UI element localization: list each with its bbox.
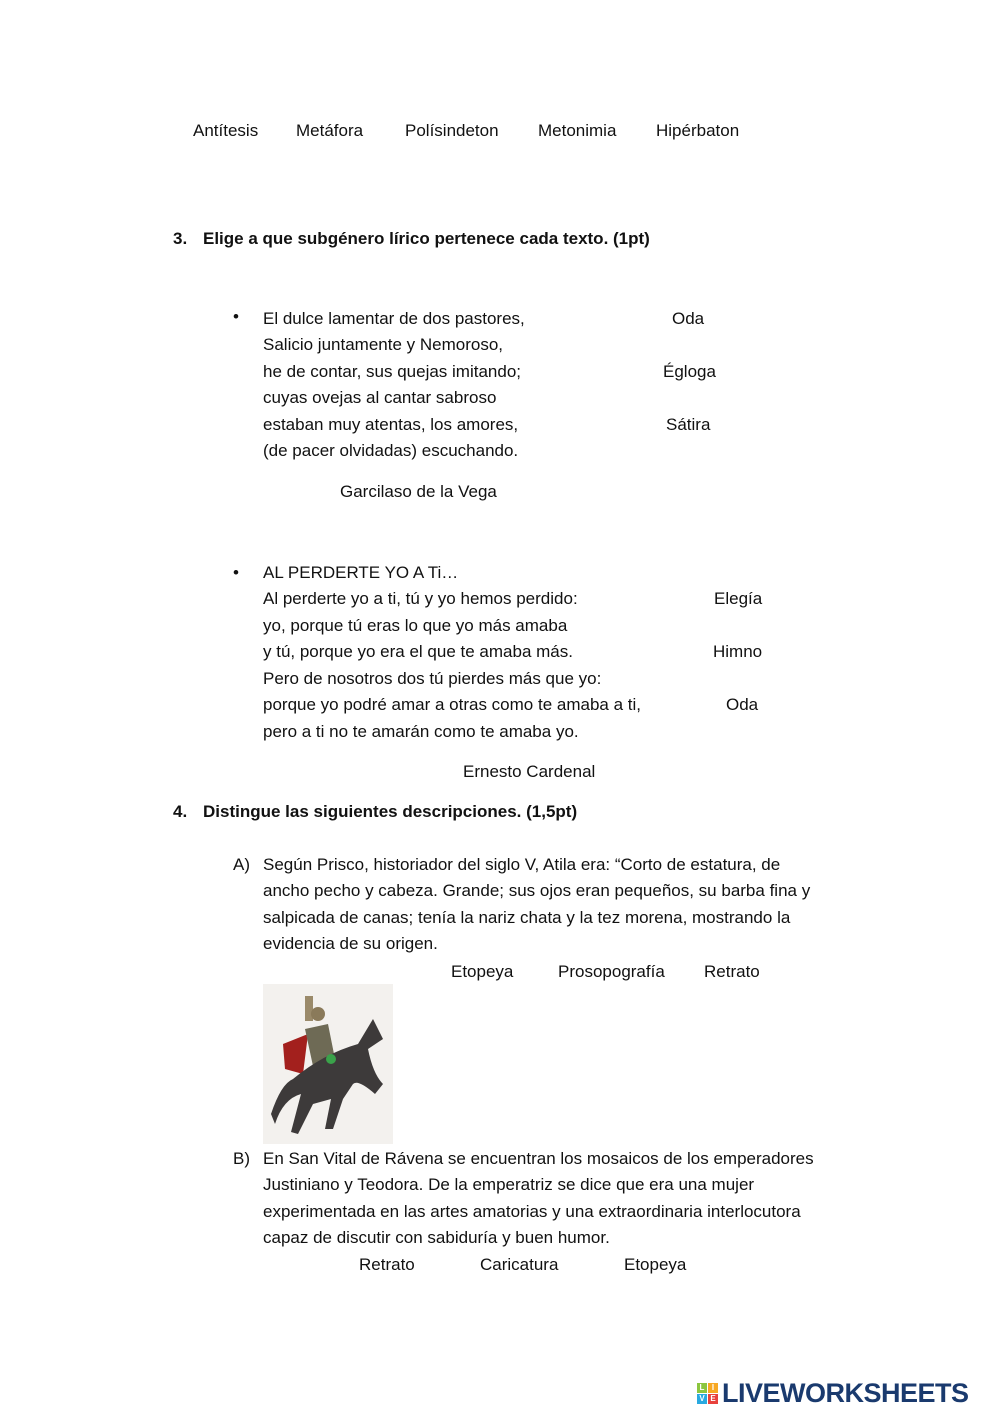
poem-line: Salicio juntamente y Nemoroso,: [263, 335, 504, 354]
poem-line: El dulce lamentar de dos pastores,: [263, 309, 525, 328]
description-line: Justiniano y Teodora. De la emperatriz se dice que era una mujer: [263, 1175, 755, 1194]
description-line: Según Prisco, historiador del siglo V, Atila era: “Corto de estatura, de: [263, 855, 781, 874]
answer-option[interactable]: Caricatura: [480, 1255, 559, 1274]
answer-option[interactable]: Himno: [713, 642, 763, 661]
bullet-icon: •: [233, 307, 239, 326]
item-label: B): [233, 1149, 250, 1168]
answer-option[interactable]: Sátira: [666, 415, 711, 434]
poem-title: AL PERDERTE YO A Ti…: [263, 563, 459, 582]
item-label: A): [233, 855, 250, 874]
description-line: capaz de discutir con sabiduría y buen humor.: [263, 1228, 610, 1247]
word-bank-item[interactable]: Metonimia: [538, 121, 617, 140]
answer-option[interactable]: Elegía: [714, 589, 763, 608]
poem-line: (de pacer olvidadas) escuchando.: [263, 441, 519, 460]
poem-author: Ernesto Cardenal: [463, 762, 596, 781]
logo-badge-icon: L I V E: [697, 1383, 718, 1404]
description-line: experimentada en las artes amatorias y una extraordinaria interlocutora: [263, 1202, 801, 1221]
poem-line: he de contar, sus quejas imitando;: [263, 362, 521, 381]
poem-author: Garcilaso de la Vega: [340, 482, 497, 501]
poem-line: porque yo podré amar a otras como te amaba a ti,: [263, 695, 641, 714]
description-line: ancho pecho y cabeza. Grande; sus ojos eran pequeños, su barba fina y: [263, 881, 811, 900]
bullet-icon: •: [233, 563, 239, 582]
answer-option[interactable]: Égloga: [663, 362, 716, 381]
description-line: salpicada de canas; tenía la nariz chata y la tez morena, mostrando la: [263, 908, 791, 927]
logo-text: LIVEWORKSHEETS: [722, 1378, 969, 1408]
answer-option[interactable]: Oda: [672, 309, 705, 328]
word-bank-item[interactable]: Antítesis: [193, 121, 259, 140]
poem-line: yo, porque tú eras lo que yo más amaba: [263, 616, 568, 635]
answer-option[interactable]: Etopeya: [451, 962, 514, 981]
attila-horse-image: [263, 984, 393, 1144]
answer-option[interactable]: Retrato: [359, 1255, 415, 1274]
answer-option[interactable]: Etopeya: [624, 1255, 687, 1274]
question-title: Distingue las siguientes descripciones. (1,5pt): [203, 802, 578, 821]
poem-line: estaban muy atentas, los amores,: [263, 415, 519, 434]
poem-line: Pero de nosotros dos tú pierdes más que yo:: [263, 669, 602, 688]
description-line: En San Vital de Rávena se encuentran los mosaicos de los emperadores: [263, 1149, 814, 1168]
poem-line: Al perderte yo a ti, tú y yo hemos perdido:: [263, 589, 578, 608]
word-bank-item[interactable]: Hipérbaton: [656, 121, 740, 140]
question-title: Elige a que subgénero lírico pertenece cada texto. (1pt): [203, 229, 650, 248]
question-number: 4.: [173, 802, 188, 821]
word-bank-item[interactable]: Polísindeton: [405, 121, 499, 140]
word-bank-item[interactable]: Metáfora: [296, 121, 364, 140]
poem-line: cuyas ovejas al cantar sabroso: [263, 388, 497, 407]
question-number: 3.: [173, 229, 188, 248]
description-line: evidencia de su origen.: [263, 934, 438, 953]
poem-line: pero a ti no te amarán como te amaba yo.: [263, 722, 579, 741]
poem-line: y tú, porque yo era el que te amaba más.: [263, 642, 573, 661]
answer-option[interactable]: Prosopografía: [558, 962, 665, 981]
liveworksheets-logo: [697, 1378, 969, 1409]
answer-option[interactable]: Retrato: [704, 962, 760, 981]
answer-option[interactable]: Oda: [726, 695, 759, 714]
